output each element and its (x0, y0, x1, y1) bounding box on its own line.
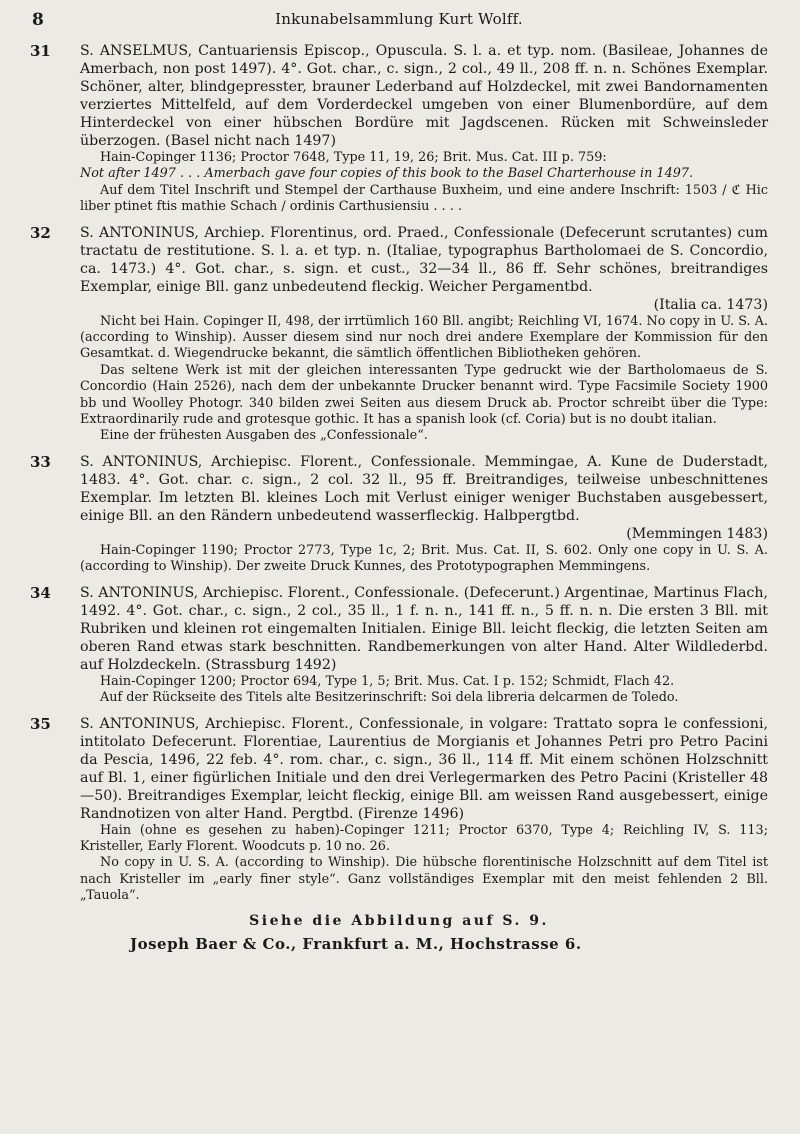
entry-number: 34 (30, 583, 51, 602)
entry-reference: Hain-Copinger 1136; Proctor 7648, Type 11, 19, 26; Brit. Mus. Cat. III p. 759: (100, 150, 607, 165)
publisher-imprint: Joseph Baer & Co., Frankfurt a. M., Hochstrasse 6. (130, 934, 582, 953)
entry-place-date: (Memmingen 1483) (626, 525, 768, 542)
entry-note: No copy in U. S. A. (according to Winship). Die hübsche florentinische Holzschnitt auf dem Titel ist nach Kristeller im „early finer style“. Ganz vollständiges Exemplar mit den meist fehlenden 2 Bll. „Tauola“. (80, 855, 768, 904)
catalog-entry (30, 584, 768, 707)
entry-number: 33 (30, 452, 51, 471)
catalog-entry (30, 42, 768, 216)
entry-reference: Hain-Copinger 1190; Proctor 2773, Type 1c, 2; Brit. Mus. Cat. II, S. 602. Only one copy in U. S. A. (according to Winship). Der zweite Druck Kunnes, des Prototypographen Memmingens. (80, 542, 768, 575)
entry-provenance: Auf dem Titel Inschrift und Stempel der Carthause Buxheim, und eine andere Inschrift: 1503 / ℭ Hic liber ptinet ftis mathie Schach / ordinis Carthusiensiu . . . . (80, 182, 768, 215)
entry-number: 31 (30, 42, 51, 60)
running-title: Inkunabelsammlung Kurt Wolff. (275, 10, 523, 28)
illustration-reference: Siehe die Abbildung auf S. 9. (249, 912, 549, 929)
entry-highlight: Eine der frühesten Ausgaben des „Confessionale“. (100, 428, 428, 444)
page-header (30, 10, 768, 34)
entry-note: Not after 1497 . . . Amerbach gave four copies of this book to the Basel Charterhouse in 1497. (80, 166, 694, 182)
entry-place-date: (Italia ca. 1473) (653, 296, 768, 313)
entry-reference: Nicht bei Hain. Copinger II, 498, der irrtümlich 160 Bll. angibt; Reichling VI, 1674. No copy in U. S. A. (according to Winship). Ausser diesem sind nur noch drei andere Exemplare der Kommission für den Gesamtkat. d. Wiegendrucke bekannt, die sämtlich öffentlichen Bibliotheken gehören. (80, 313, 768, 362)
entry-description: S. ANTONINUS, Archiepisc. Florent., Confessionale. (Defecerunt.) Argentinae, Martinus Flach, 1492. 4°. Got. char., c. sign., 2 col., 35 ll., 1 f. n. n., 141 ff. n., 5 ff. n. n. Die ersten 3 Bll. mit Rubriken und kleinen rot eingemalten Initialen. Einige Bll. leicht fleckig, die letzten Seiten am oberen Rand etwas stark beschnitten. Randbemerkungen von alter Hand. Alter Wildlederbd. auf Holzdeckeln. (Strassburg 1492) (80, 584, 768, 673)
page-number: 8 (32, 10, 44, 30)
entry-number: 32 (30, 223, 51, 242)
entry-description: S. ANTONINUS, Archiepisc. Florent., Confessionale. Memmingae, A. Kune de Duderstadt, 1483. 4°. Got. char. c. sign., 2 col. 32 ll., 95 ff. Breitrandiges, teilweise unbeschnittenes Exemplar. Im letzten Bl. kleines Loch mit Verlust einiger weniger Buchstaben ausgebessert, einige Bll. an den Rändern unbedeutend wasserfleckig. Halbpergtbd. (80, 453, 768, 524)
entry-commentary: Das seltene Werk ist mit der gleichen interessanten Type gedruckt wie der Bartholomaeus de S. Concordio (Hain 2526), nach dem der unbekannte Drucker benannt wird. Type Facsimile Society 1900 bb und Woolley Photogr. 340 bilden zwei Seiten aus diesem Druck ab. Proctor schreibt über die Type: Extraordinarily rude and grotesque gothic. It has a spanish look (cf. Coria) but is no doubt italian. (80, 362, 768, 428)
catalog-entry (30, 224, 768, 445)
entry-number: 35 (30, 714, 51, 733)
entry-description: S. ANTONINUS, Archiepisc. Florent., Confessionale, in volgare: Trattato sopra le confessioni, intitolato Defecerunt. Florentiae, Laurentius de Morgianis et Johannes Petri pro Petro Pacini da Pescia, 1496, 22 feb. 4°. rom. char., c. sign., 36 ll., 114 ff. Mit einem schönen Holzschnitt auf Bl. 1, einer figürlichen Initiale und den drei Verlegermarken des Petro Pacini (Kristeller 48—50). Breitrandiges Exemplar, leicht fleckig, einige Bll. am weissen Rand ausgebessert, einige Randnotizen von alter Hand. Pergtbd. (Firenze 1496) (80, 715, 768, 822)
catalog-entry (30, 453, 768, 576)
entry-reference: Hain (ohne es gesehen zu haben)-Copinger 1211; Proctor 6370, Type 4; Reichling IV, S. 113; Kristeller, Early Florent. Woodcuts p. 10 no. 26. (80, 822, 768, 854)
entry-description: S. ANTONINUS, Archiep. Florentinus, ord. Praed., Confessionale (Defecerunt scrutantes) cum tractatu de restitutione. S. l. a. et typ. n. (Italiae, typographus Bartholomaei de S. Concordio, ca. 1473.) 4°. Got. char., s. sign. et cust., 32—34 ll., 86 ff. Sehr schönes, breitrandiges Exemplar, einige Bll. ganz unbedeutend fleckig. Weicher Pergamentbd. (80, 224, 768, 295)
entry-provenance: Auf der Rückseite des Titels alte Besitzerinschrift: Soi dela libreria delcarmen de Toledo. (100, 690, 679, 706)
entry-description: S. ANSELMUS, Cantuariensis Episcop., Opuscula. S. l. a. et typ. nom. (Basileae, Johannes de Amerbach, non post 1497). 4°. Got. char., c. sign., 2 col., 49 ll., 208 ff. n. n. Schönes Exemplar. Schöner, alter, blindgepresster, brauner Lederband auf Holzdeckel, mit zwei Bandornamenten verziertes Mittelfeld, auf dem Vorderdeckel umgeben von einer Blumenbordüre, auf dem Hinterdeckel von einer hübschen Bordüre mit Jagdscenen. Rücken mit Schweinsleder überzogen. (Basel nicht nach 1497) (80, 43, 768, 149)
entry-reference: Hain-Copinger 1200; Proctor 694, Type 1, 5; Brit. Mus. Cat. I p. 152; Schmidt, Flach 42. (100, 673, 675, 689)
catalog-entry (30, 715, 768, 905)
